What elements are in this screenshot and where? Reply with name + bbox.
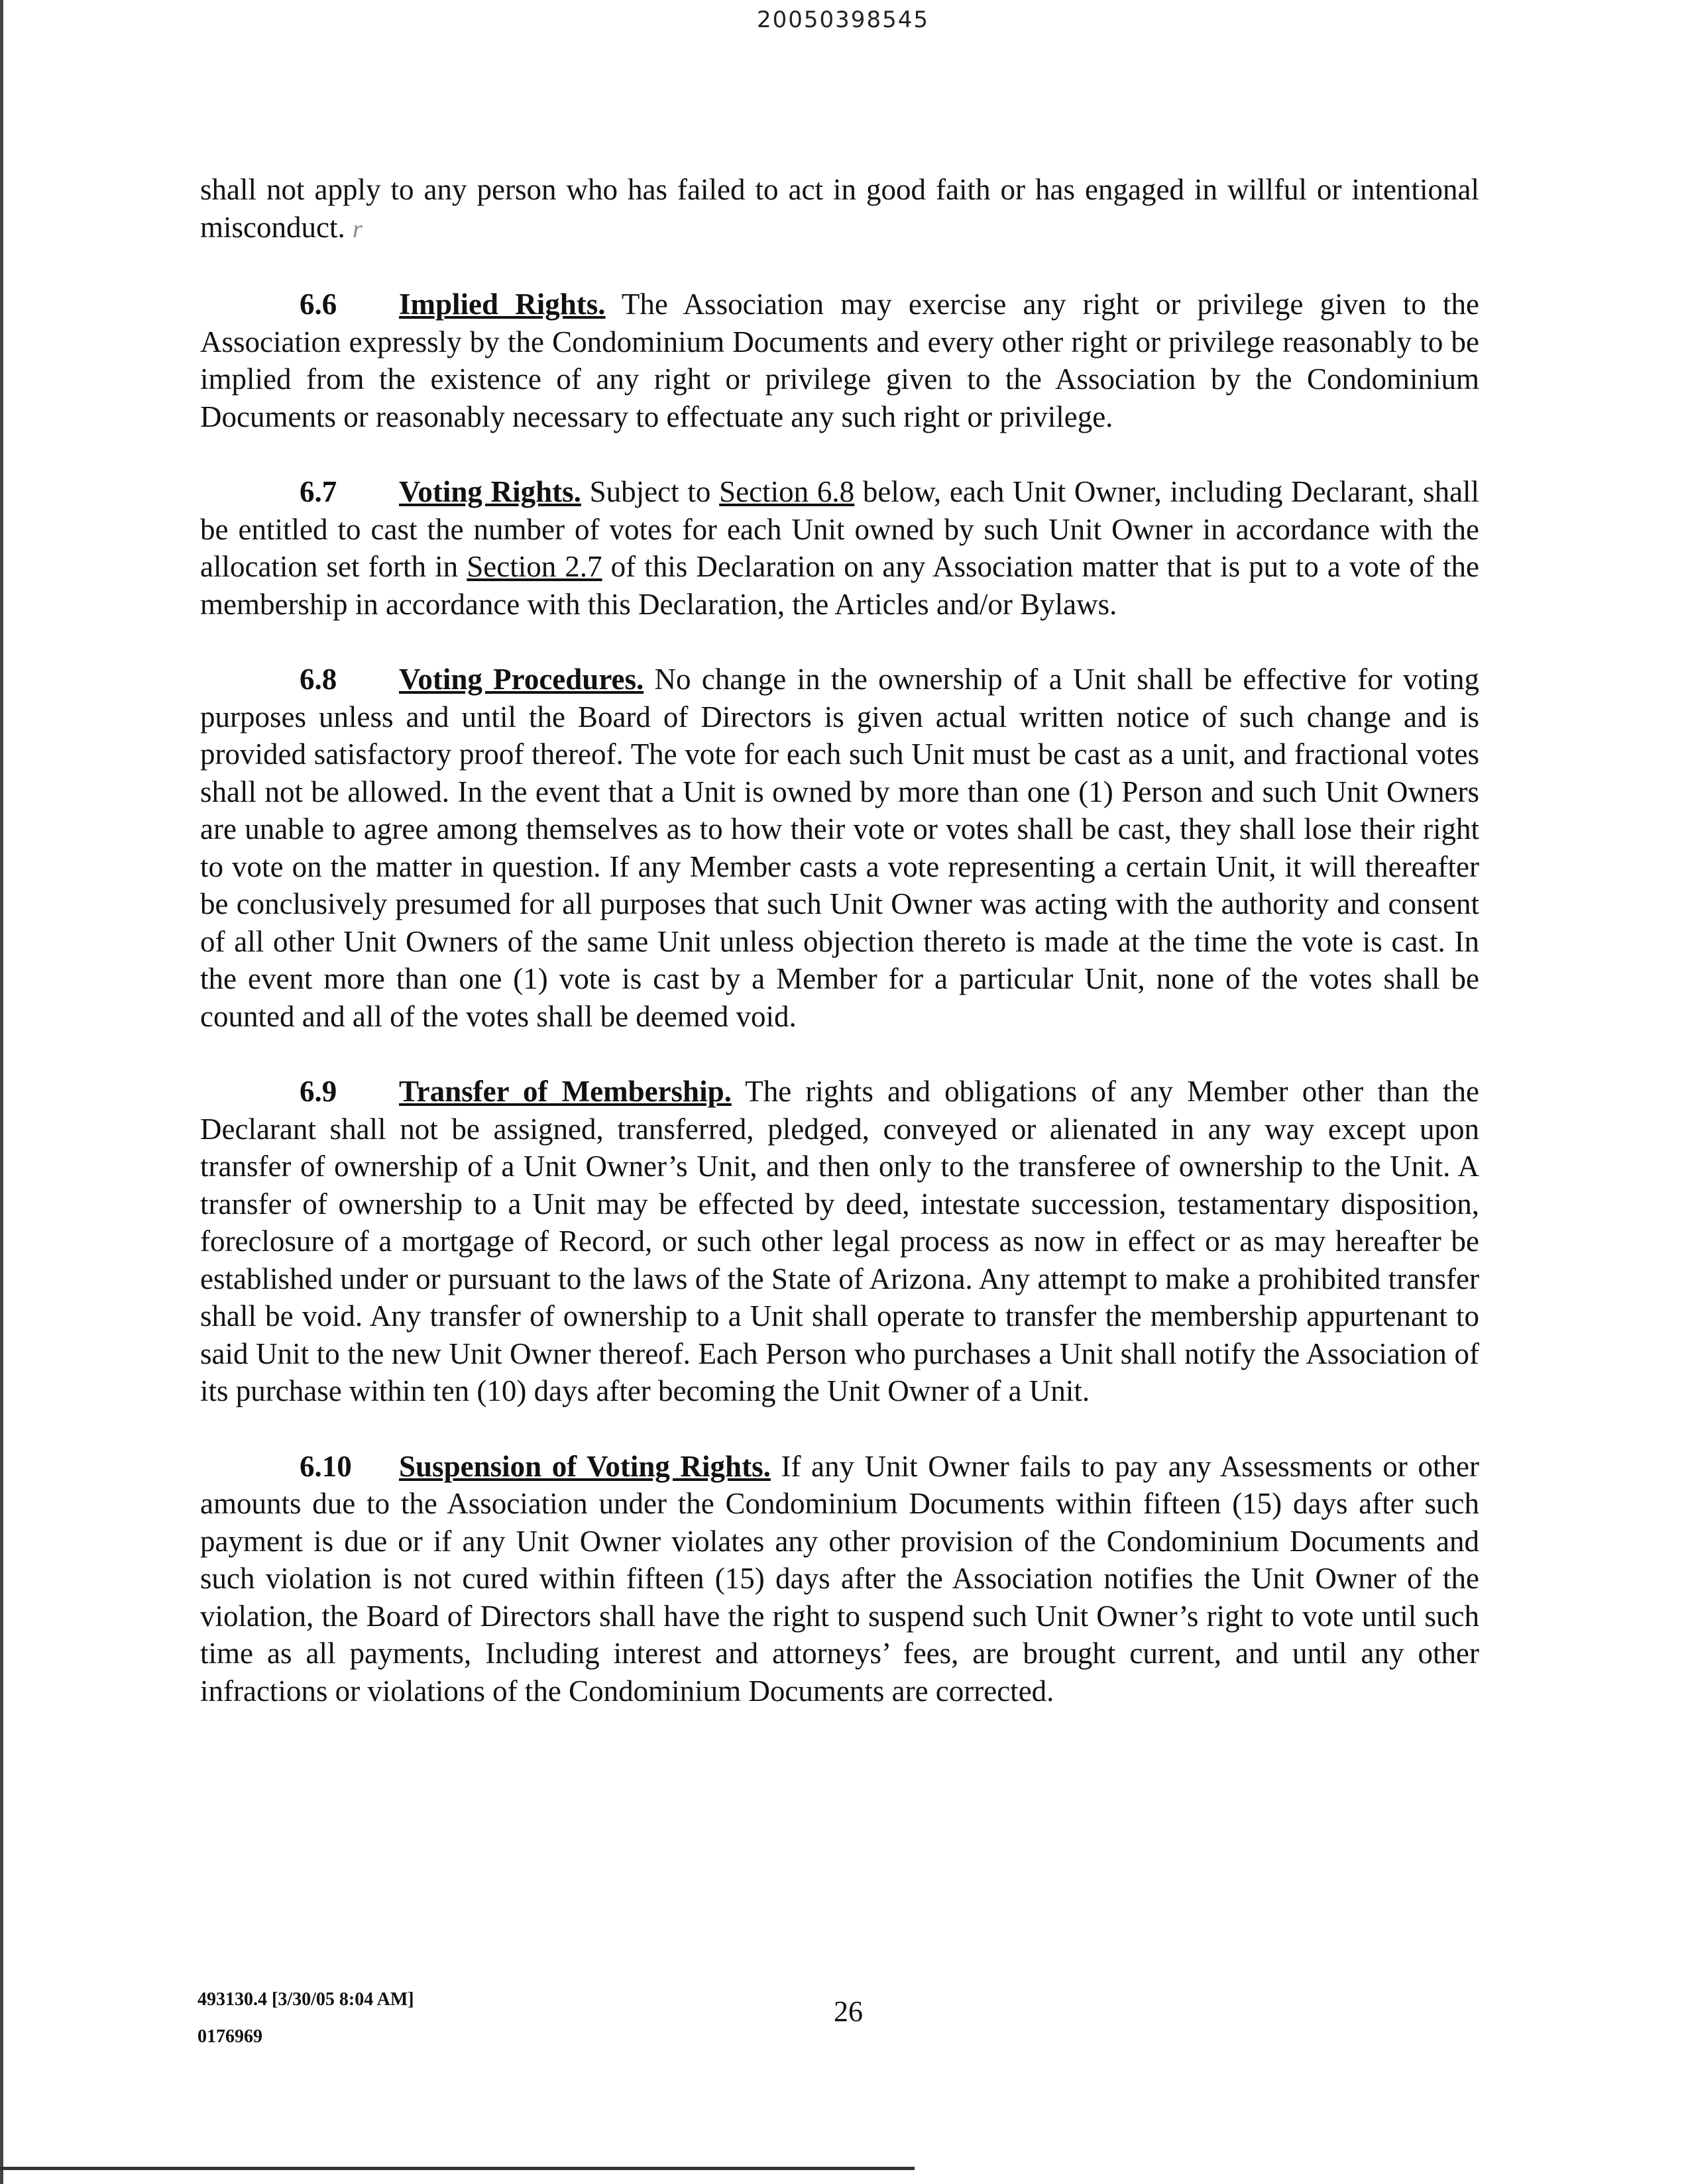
section-reference-link: Section 6.8 [719, 475, 855, 508]
section-reference-link: Section 2.7 [467, 550, 602, 583]
section-title: Suspension of Voting Rights. [399, 1449, 771, 1483]
document-body [200, 171, 1479, 1747]
stray-pen-mark: r [352, 215, 363, 243]
section-text: below, each Unit Owner, including Declarant, shall be entitled to cast the number of votes for each Unit owned by such Unit Owner in accordance with the allocation set forth in [200, 475, 1480, 583]
left-scan-border [0, 0, 3, 2184]
section-number: 6.9 [300, 1075, 337, 1108]
continuation-text: shall not apply to any person who has failed to act in good faith or has engaged in willful or intentional misconduct. [200, 173, 1479, 244]
continuation-paragraph [200, 171, 1479, 248]
section-text: If any Unit Owner fails to pay any Assessments or other amounts due to the Association under the Condominium Documents within fifteen (15) days after such payment is due or if any Unit Owner violates any other provision of the Condominium Documents and such violation is not cured within fifteen (15) days after the Association notifies the Unit Owner of the violation, the Board of Directors shall have the right to suspend such Unit Owner’s right to vote until such time as all payments, Including interest and attorneys’ fees, are brought current, and until any other infractions or violations of the Condominium Documents are corrected. [200, 1449, 1479, 1708]
section-number: 6.6 [300, 288, 337, 321]
footer-document-id: 493130.4 [3/30/05 8:04 AM] [197, 1989, 414, 2010]
section-title: Voting Rights. [399, 475, 581, 508]
recording-number: 20050398545 [757, 7, 929, 33]
section-6-6 [200, 286, 1479, 435]
section-title: Transfer of Membership. [399, 1075, 732, 1108]
section-title: Implied Rights. [399, 288, 606, 321]
section-text: of this Declaration on any Association matter that is put to a vote of the membership in accordance with this Declaration, the Articles and/or Bylaws. [200, 550, 1480, 621]
section-text: Subject to [589, 475, 711, 508]
section-text: The rights and obligations of any Member other than the Declarant shall not be assigned, transferred, pledged, conveyed or alienated in any way except upon transfer of ownership of a Unit Owner’s Unit, and then only to the transferee of ownership to the Unit. A transfer of ownership to a Unit may be effected by deed, intestate succession, testamentary disposition, foreclosure of a mortgage of Record, or such other legal process as now in effect or as may hereafter be established under or pursuant to the laws of the State of Arizona. Any attempt to make a prohibited transfer shall be void. Any transfer of ownership to a Unit shall operate to transfer the membership appurtenant to said Unit to the new Unit Owner thereof. Each Person who purchases a Unit shall notify the Association of its purchase within ten (10) days after becoming the Unit Owner of a Unit. [200, 1075, 1480, 1407]
section-6-8 [200, 661, 1479, 1035]
section-text: No change in the ownership of a Unit shall be effective for voting purposes unless and until the Board of Directors is given actual written notice of such change and is provided satisfactory proof thereof. The vote for each such Unit must be cast as a unit, and fractional votes shall not be allowed. In the event that a Unit is owned by more than one (1) Person and such Unit Owners are unable to agree among themselves as to how their vote or votes shall be cast, they shall lose their right to vote on the matter in question. If any Member casts a vote representing a certain Unit, it will thereafter be conclusively presumed for all purposes that such Unit Owner was acting with the authority and consent of all other Unit Owners of the same Unit unless objection thereto is made at the time the vote is cast. In the event more than one (1) vote is cast by a Member for a particular Unit, none of the votes shall be counted and all of the votes shall be deemed void. [200, 663, 1479, 1033]
section-6-7 [200, 473, 1479, 623]
footer-client-number: 0176969 [197, 2026, 262, 2047]
bottom-scan-border [0, 2167, 915, 2170]
section-number: 6.7 [300, 475, 337, 508]
section-6-9 [200, 1073, 1479, 1410]
section-number: 6.8 [300, 663, 337, 696]
section-text: The Association may exercise any right or privilege given to the Association expressly by the Condominium Documents and every other right or privilege reasonably to be implied from the existence of any right or privilege given to the Association by the Condominium Documents or reasonably necessary to effectuate any such right or privilege. [200, 288, 1479, 433]
page-number: 26 [834, 1995, 863, 2028]
section-title: Voting Procedures. [399, 663, 644, 696]
section-6-10 [200, 1448, 1479, 1710]
section-number: 6.10 [300, 1449, 352, 1483]
